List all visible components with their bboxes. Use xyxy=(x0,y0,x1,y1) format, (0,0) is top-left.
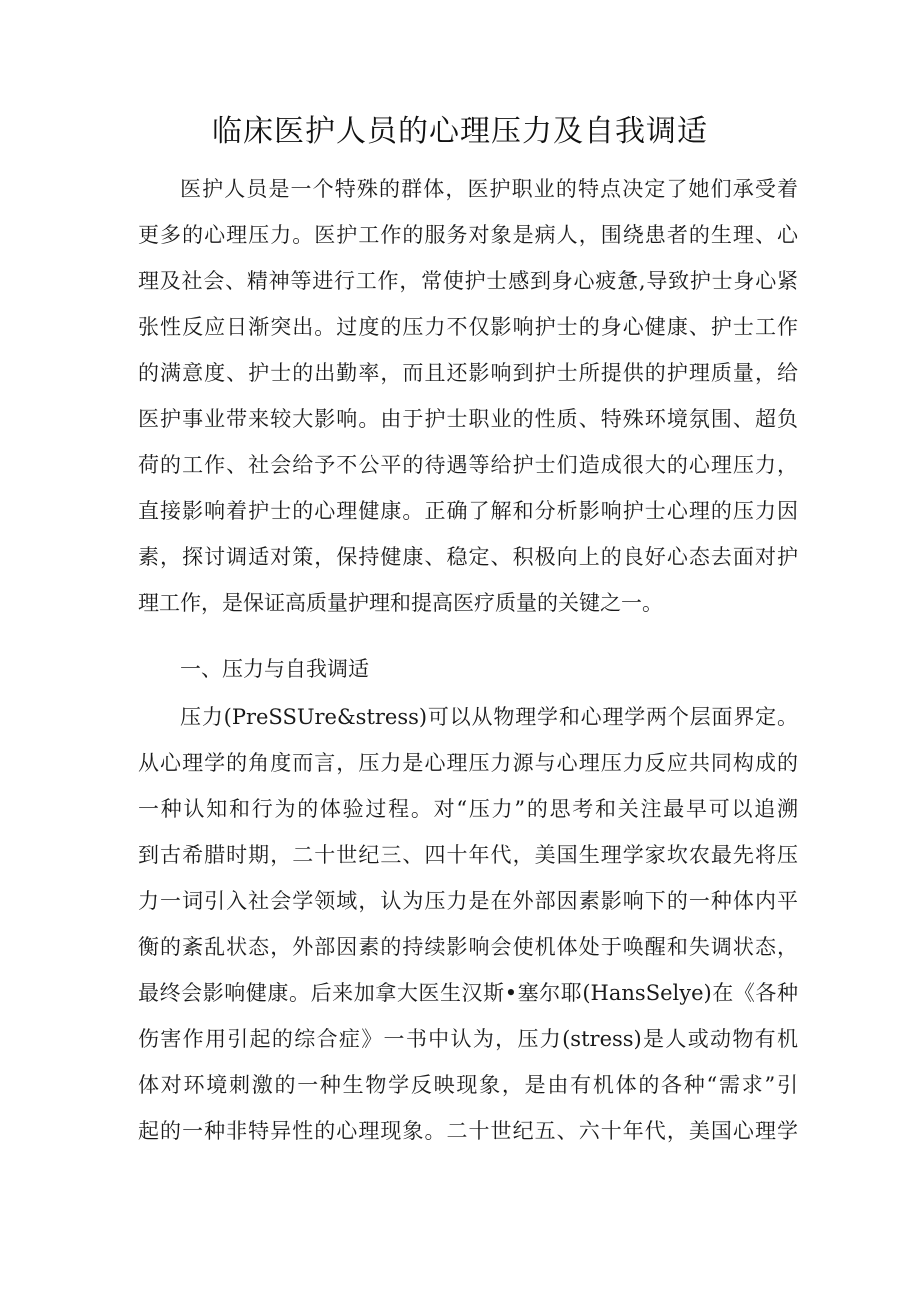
paragraph-line: 更多的心理压力。医护工作的服务对象是病人，围绕患者的生理、心 xyxy=(138,223,798,247)
paragraph-line: 到古希腊时期，二十世纪三、四十年代，美国生理学家坎农最先将压 xyxy=(138,843,798,867)
paragraph-line: 伤害作用引起的综合症》一书中认为，压力(stress)是人或动物有机 xyxy=(138,1027,798,1051)
paragraph-line: 理工作，是保证高质量护理和提高医疗质量的关键之一。 xyxy=(138,591,663,615)
paragraph-line: 医护人员是一个特殊的群体，医护职业的特点决定了她们承受着 xyxy=(180,177,798,201)
paragraph-line: 理及社会、精神等进行工作，常使护士感到身心疲惫,导致护士身心紧 xyxy=(138,269,798,293)
section-heading-block xyxy=(138,646,798,692)
paragraph-line: 直接影响着护士的心理健康。正确了解和分析影响护士心理的压力因 xyxy=(138,499,798,523)
paragraph-line: 医护事业带来较大影响。由于护士职业的性质、特殊环境氛围、超负 xyxy=(138,407,798,431)
paragraph-line: 压力(PreSSUre&stress)可以从物理学和心理学两个层面界定。 xyxy=(180,705,798,729)
paragraph-intro xyxy=(138,166,798,626)
paragraph-line: 最终会影响健康。后来加拿大医生汉斯•塞尔耶(HansSelye)在《各种 xyxy=(138,981,798,1005)
paragraph-stress-definition xyxy=(138,694,798,1154)
document-title: 临床医护人员的心理压力及自我调适 xyxy=(212,114,708,149)
paragraph-line: 荷的工作、社会给予不公平的待遇等给护士们造成很大的心理压力， xyxy=(138,453,798,477)
paragraph-line: 从心理学的角度而言，压力是心理压力源与心理压力反应共同构成的 xyxy=(138,751,798,775)
paragraph-line: 体对环境刺激的一种生物学反映现象，是由有机体的各种“需求”引 xyxy=(138,1073,798,1097)
paragraph-line: 的满意度、护士的出勤率，而且还影响到护士所提供的护理质量，给 xyxy=(138,361,798,385)
section-heading: 一、压力与自我调适 xyxy=(180,657,369,681)
paragraph-line: 力一词引入社会学领域，认为压力是在外部因素影响下的一种体内平 xyxy=(138,889,798,913)
paragraph-line: 素，探讨调适对策，保持健康、稳定、积极向上的良好心态去面对护 xyxy=(138,545,798,569)
paragraph-line: 张性反应日渐突出。过度的压力不仅影响护士的身心健康、护士工作 xyxy=(138,315,798,339)
paragraph-line: 衡的紊乱状态，外部因素的持续影响会使机体处于唤醒和失调状态， xyxy=(138,935,798,959)
paragraph-line: 起的一种非特异性的心理现象。二十世纪五、六十年代，美国心理学 xyxy=(138,1119,798,1143)
paragraph-line: 一种认知和行为的体验过程。对“压力”的思考和关注最早可以追溯 xyxy=(138,797,798,821)
